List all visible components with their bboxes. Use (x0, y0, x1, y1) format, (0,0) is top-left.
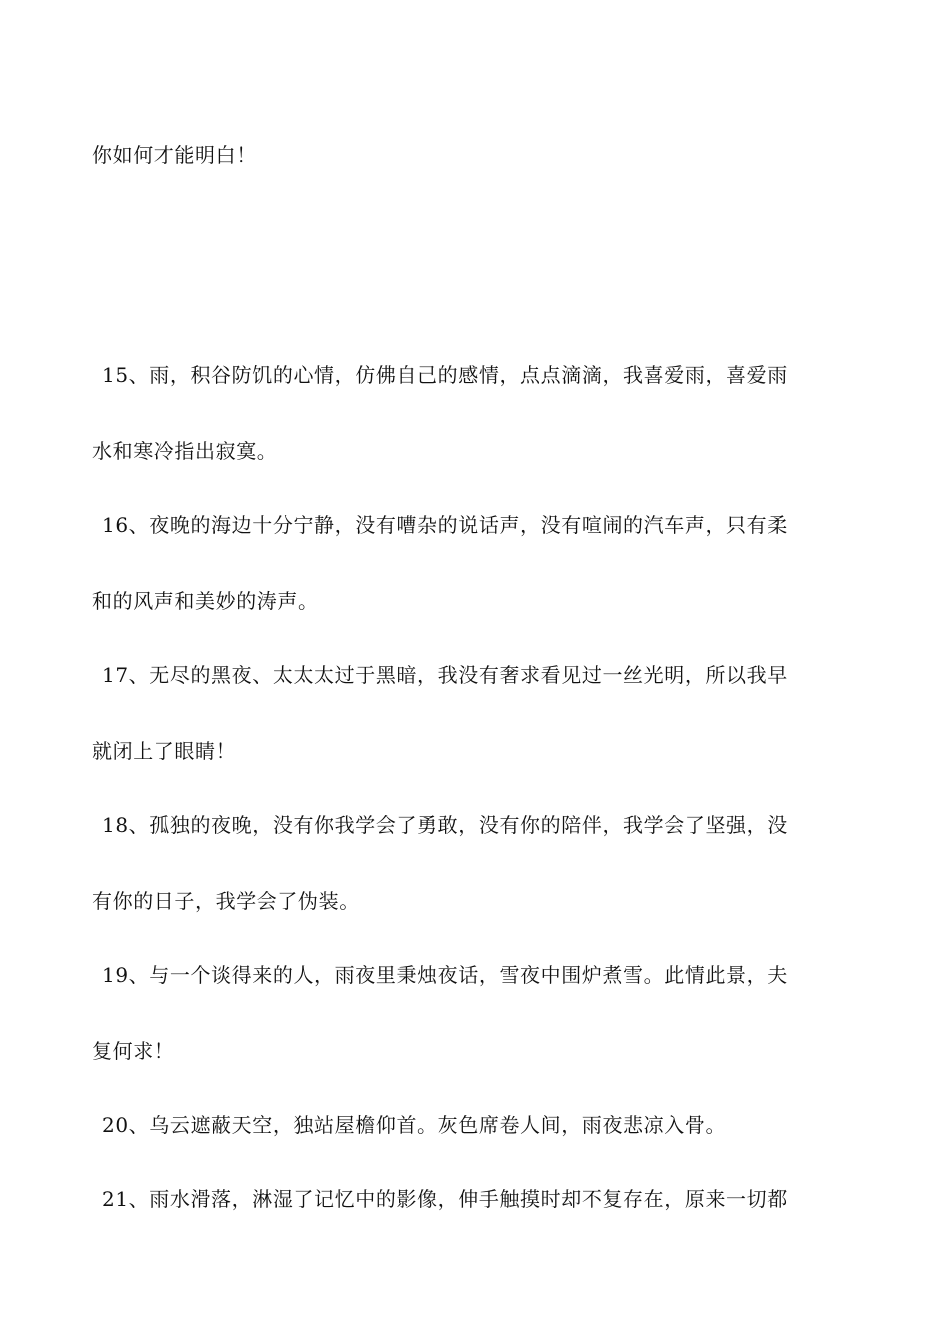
paragraph-18-line-2: 有你的日子，我学会了伪装。 (92, 889, 360, 913)
paragraph-17-line-1: 17、无尽的黑夜、太太太过于黑暗，我没有奢求看见过一丝光明，所以我早 (102, 663, 788, 687)
paragraph-19-line-1: 19、与一个谈得来的人，雨夜里秉烛夜话，雪夜中围炉煮雪。此情此景，夫 (102, 963, 788, 987)
paragraph-18-line-1: 18、孤独的夜晚，没有你我学会了勇敢，没有你的陪伴，我学会了坚强，没 (102, 813, 788, 837)
paragraph-15-line-2: 水和寒冷指出寂寞。 (92, 439, 278, 463)
paragraph-16-line-2: 和的风声和美妙的涛声。 (92, 589, 319, 613)
paragraph-21-line-1: 21、雨水滑落，淋湿了记忆中的影像，伸手触摸时却不复存在，原来一切都 (102, 1187, 788, 1211)
text-line: 你如何才能明白！ (92, 143, 257, 167)
paragraph-19-line-2: 复何求！ (92, 1039, 175, 1063)
paragraph-17-line-2: 就闭上了眼睛！ (92, 739, 237, 763)
paragraph-20-line-1: 20、乌云遮蔽天空，独站屋檐仰首。灰色席卷人间，雨夜悲凉入骨。 (102, 1113, 727, 1137)
paragraph-15-line-1: 15、雨，积谷防饥的心情，仿佛自己的感情，点点滴滴，我喜爱雨，喜爱雨 (102, 363, 788, 387)
paragraph-16-line-1: 16、夜晚的海边十分宁静，没有嘈杂的说话声，没有喧闹的汽车声，只有柔 (102, 513, 788, 537)
